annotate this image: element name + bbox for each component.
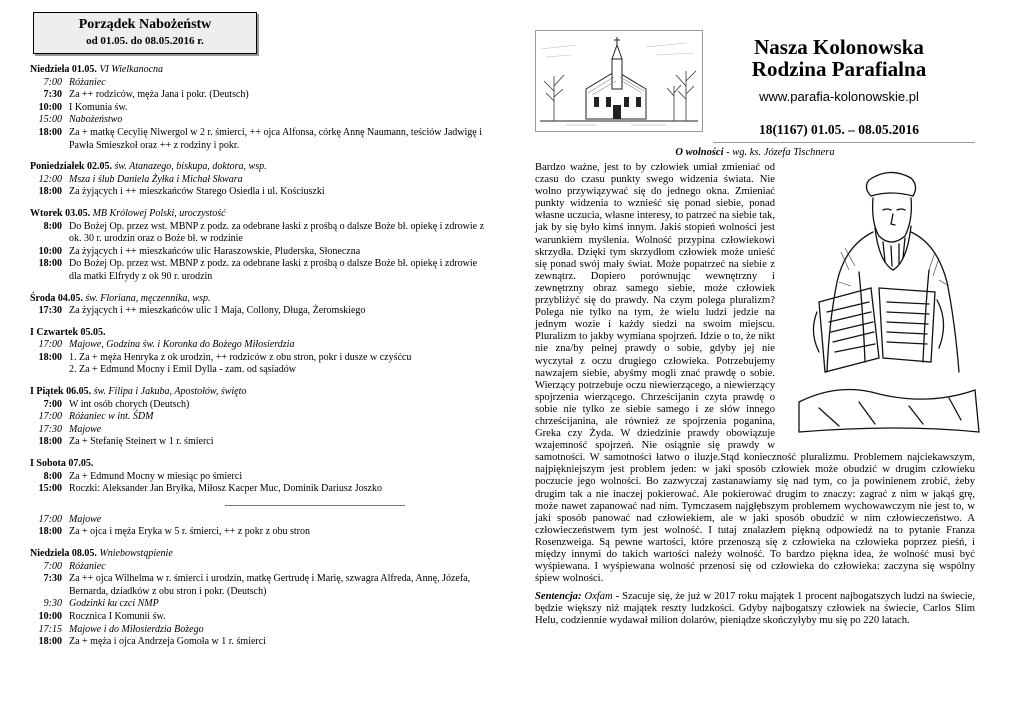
- mass-entry: [30, 483, 485, 496]
- mass-intention: Godzinki ku czci NMP: [69, 598, 159, 610]
- schedule-title: Porządek Nabożeństw: [78, 17, 212, 32]
- mass-intention: Rocznica I Komunii św.: [69, 610, 166, 622]
- mass-intention: Do Bożej Op. przez wst. MBNP z podz. za odebrane łaski z prośbą o dalsze Boże bł. opiekę i zdrowie dla matki Elfrydy z ok 90 r. urodzin: [69, 258, 478, 282]
- mass-time: 9:30: [43, 598, 62, 610]
- issue-divider: [713, 142, 975, 143]
- mass-time: 18:00: [38, 351, 62, 363]
- issue-number: 18(1167) 01.05. – 08.05.2016: [758, 122, 920, 137]
- mass-intention: Za żyjących i ++ mieszkańców ulic Haraszowskie, Pluderska, Słoneczna: [69, 245, 361, 257]
- day-liturgy: św. Floriana, męczennika, wsp.: [85, 292, 211, 304]
- day-liturgy: Wniebowstąpienie: [99, 548, 173, 559]
- day-date: I Czwartek 05.05.: [30, 326, 106, 338]
- day-date: I Sobota 07.05.: [30, 458, 94, 470]
- mass-time: 7:00: [43, 76, 62, 88]
- mass-entry: [30, 114, 485, 127]
- paper-title-line2: Rodzina Parafialna: [751, 57, 927, 81]
- mass-time: 10:00: [38, 245, 62, 257]
- mass-entry: [30, 424, 485, 437]
- mass-entry: [30, 411, 485, 424]
- mass-time: 17:00: [38, 513, 62, 525]
- mass-time: 15:00: [38, 114, 62, 126]
- day-date: Niedziela 01.05.: [30, 64, 97, 75]
- day-heading: [30, 208, 485, 221]
- mass-entry: [30, 611, 485, 624]
- mass-entry: [30, 561, 485, 574]
- tischner-portrait-illustration: [779, 162, 989, 445]
- mass-intention: Różaniec w int. ŚDM: [69, 411, 154, 423]
- mass-entry: [30, 399, 485, 412]
- mass-intention: Nabożeństwo: [69, 114, 123, 126]
- mass-entry: [30, 305, 485, 318]
- mass-intention: Za żyjących i ++ mieszkańców ulic 1 Maja, Collony, Długa, Żeromskiego: [69, 305, 366, 317]
- masthead: [703, 30, 975, 143]
- mass-entry: [30, 89, 485, 102]
- mass-time: 8:00: [43, 470, 62, 482]
- mass-entry: [30, 636, 485, 649]
- day-heading: [30, 458, 485, 471]
- mass-entry: [30, 598, 485, 611]
- mass-intention: 1. Za + męża Henryka z ok urodzin, ++ rodziców z obu stron, pokr i dusze w czyśćcu 2. Za + Edmund Mocny i Emil Dylla - zam. od sąsiadów: [69, 351, 412, 376]
- mass-intention: W int osób chorych (Deutsch): [69, 398, 190, 410]
- schedule-range: od 01.05. do 08.05.2016 r.: [86, 35, 204, 47]
- mass-intention: Za + Stefanię Steinert w 1 r. śmierci: [69, 436, 214, 448]
- mass-intention: Majowe, Godzina św. i Koronka do Bożego Miłosierdzia: [69, 339, 295, 351]
- article-body: [535, 162, 975, 585]
- schedule-day: [30, 548, 485, 649]
- mass-time: 12:00: [38, 173, 62, 185]
- mass-time: 18:00: [38, 526, 62, 538]
- mass-time: 17:30: [38, 423, 62, 435]
- day-liturgy: św. Filipa i Jakuba, Apostołów, święto: [93, 386, 247, 398]
- sentencja-source: Oxfam: [584, 591, 613, 603]
- day-heading: [30, 548, 485, 561]
- mass-intention: Msza i ślub Daniela Żyłka i Michał Skwara: [69, 173, 243, 185]
- mass-intention: I Komunia św.: [69, 101, 128, 113]
- schedule-day: [30, 64, 485, 152]
- schedule-day: [30, 327, 485, 377]
- mass-intention: Majowe: [69, 423, 102, 435]
- mass-time: 17:30: [38, 305, 62, 317]
- mass-intention: Za żyjących i ++ mieszkańców Starego Osiedla i ul. Kościuszki: [69, 186, 325, 198]
- sentencja-text: - Szacuje się, że już w 2017 roku majątek 1 procent najbogatszych ludzi na świecie, będzie większy niż majątek reszty ludzkości. Gdyby najbogatszy człowiek na świecie, Carlos Slim Helu, codziennie wydawał milion dolarów, pieniądze skończyłyby mu się po 220 latach.: [535, 591, 975, 627]
- mass-time: 10:00: [38, 101, 62, 113]
- mass-intention: Za + męża i ojca Andrzeja Gomoła w 1 r. śmierci: [69, 636, 266, 648]
- mass-time: 17:15: [38, 623, 62, 635]
- mass-entry: [30, 174, 485, 187]
- mass-intention: Za + ojca i męża Eryka w 5 r. śmierci, ++ z pokr z obu stron: [69, 526, 311, 538]
- mass-time: 18:00: [38, 636, 62, 648]
- schedule-day: [30, 208, 485, 284]
- mass-time: 18:00: [38, 258, 62, 270]
- mass-entry: [30, 102, 485, 115]
- mass-entry: [30, 186, 485, 199]
- article-title: [535, 147, 975, 158]
- mass-time: 8:00: [43, 220, 62, 232]
- mass-time: 18:00: [38, 126, 62, 138]
- mass-time: 7:30: [43, 573, 62, 585]
- schedule-days: [30, 64, 485, 649]
- mass-time: 7:00: [43, 560, 62, 572]
- mass-time: 15:00: [38, 483, 62, 495]
- mass-intention: Za ++ ojca Wilhelma w r. śmierci i urodzin, matkę Gertrudę i Marię, szwagra Alfreda, Annę, Józefa, Bernarda, dziadków z obu stron i pokr. (Deutsch): [69, 573, 471, 597]
- mass-intention: Za + matkę Cecylię Niwergol w 2 r. śmierci, ++ ojca Alfonsa, córkę Annę Naumann, teściów Jadwigę i Pawła Smieszkoł oraz ++ z rodziny i pokr.: [69, 126, 483, 151]
- mass-time: 18:00: [38, 436, 62, 448]
- paper-title-line1: Nasza Kolonowska: [754, 35, 924, 59]
- mass-intention: Za ++ rodziców, męża Jana i pokr. (Deutsch): [69, 89, 249, 101]
- mass-intention: Do Bożej Op. przez wst. MBNP z podz. za odebrane łaski z prośbą o dalsze Boże bł. opiekę i zdrowie z ok. 30 r. urodzin oraz o Boże bł. w rodzinie: [69, 220, 485, 245]
- day-liturgy: VI Wielkanocna: [99, 64, 164, 75]
- day-heading: [30, 293, 485, 306]
- mass-time: 17:00: [38, 339, 62, 351]
- day-date: Poniedziałek 02.05.: [30, 161, 112, 173]
- mass-entry: [30, 436, 485, 449]
- day-date: Niedziela 08.05.: [30, 548, 97, 559]
- mass-intention: Różaniec: [69, 76, 106, 88]
- mass-entry: [30, 258, 485, 283]
- mass-intention: Roczki: Aleksander Jan Bryłka, Miłosz Kacper Muc, Dominik Dariusz Joszko: [69, 483, 382, 495]
- mass-time: 18:00: [38, 186, 62, 198]
- mass-entry: [30, 246, 485, 259]
- schedule-day: [30, 458, 485, 539]
- day-heading: [30, 327, 485, 340]
- day-heading: [30, 64, 485, 77]
- day-date: Środa 04.05.: [30, 292, 83, 304]
- mass-time: 17:00: [38, 411, 62, 423]
- schedule-header-box: [33, 12, 257, 54]
- mass-entry: [30, 526, 485, 539]
- day-liturgy: św. Atanazego, biskupa, doktora, wsp.: [114, 161, 267, 173]
- schedule-day: [30, 161, 485, 199]
- day-date: I Piątek 06.05.: [30, 386, 92, 398]
- mass-entry: [30, 127, 485, 152]
- schedule-day: [30, 293, 485, 318]
- mass-time: 7:30: [43, 89, 62, 101]
- mass-time: 7:00: [43, 398, 62, 410]
- schedule-day: [30, 386, 485, 449]
- article-heading: O wolności: [675, 147, 724, 158]
- newsletter-header: [535, 30, 975, 143]
- mass-intention: Różaniec: [69, 560, 106, 572]
- article-byline: - wg. ks. Józefa Tischnera: [726, 147, 835, 158]
- parish-website: www.parafia-kolonowskie.pl: [759, 89, 919, 104]
- mass-entry: [30, 339, 485, 352]
- day-heading: [30, 386, 485, 399]
- newsletter-page: [535, 30, 975, 628]
- mass-intention: Za + Edmund Mocny w miesiąc po śmierci: [69, 470, 243, 482]
- day-date: Wtorek 03.05.: [30, 207, 91, 219]
- schedule-page: [30, 12, 485, 649]
- mass-entry: [30, 221, 485, 246]
- article-text: Bardzo ważne, jest to by człowiek umiał zmieniać od czasu do czasu punkty swego widzenia świata. Nie wolno przywiązywać się do jednego okna. Zmieniać punkty widzenia to wznieść się ponad siebie, ponad własne uczucia, własne interesy, to patrzeć na siebie tak, jak by się było kimś innym. Jakiś stopień wolności jest warunkiem myślenia. Wolność przypina człowiekowi skrzydła. Dzięki tym skrzydłom człowiek może unieść się ponad swój mały świat. Może popatrzeć na siebie z zewnątrz. Dopiero porównując wewnętrzny i zewnętrzny obraz samego siebie, może człowiek przybliżyć się do prawdy. Na czym polega pluralizm? Polega nie tylko na tym, że wielu ludzi jedzie na jednym wozie i każdy siedzi na swoim miejscu. Pluralizm to jakby wymiana spojrzeń. Idzie o to, że nikt nie zna/by pełnej prawdy o sobie, gdyby jej nie wyczytał z oczu drugiego człowieka. Potrzebujemy nawzajem siebie, abyśmy mogli znać prawdę o sobie. Wierzący potrzebuje oczu niewierzącego, a niewierzący spojrzenia wierzącego. Chrześcijanin czyta prawdę o sobie nie tylko ze siebie samego i ze słów innego chrześcijanina, ale również ze spojrzenia poganina, Greka czy Żyda. W dziedzinie prawdy obowiązuje wzajemność spojrzeń. Nie osiągnie się prawdy w samotności. W samotności łatwo o iluzje.Stąd konieczność pluralizmu. Problemem najciekawszym, najpiękniejszym jest problem jeden: w jaki sposób człowiek może obudzić w drugim człowieku poczucie jego wolności. Bo zazwyczaj zastanawiamy się nad tym, co ja powinienem zrobić, żeby drugim tak a nie inaczej pokierować. Ale pokierować drugim to znaczy: zagrać z nim w jakąś grę, może nawet zapanować nad nim. Tymczasem najgłębszym problemem wychowawczym nie jest to, w jaki sposób panować nad człowiekiem, ale w jaki sposób obudzić w nim człowieczeństwo. A człowieczeństwem tym jest wolność. I tutaj znalazłem piękną odpowiedź na to pytanie Franza Rosenzweiga. Są pewne wartości, które przenoszą się z człowieka na człowieka poprzez pieśń, i między innymi do takich wartości należy wolność. To bardzo piękna idea, że wolność musi być wyśpiewana. I wyśpiewana wolność przenosi się od człowieka do człowieka: zaczyna się wspólny śpiew wolności.: [535, 162, 975, 585]
- mass-intention: Majowe i do Miłosierdzia Bożego: [69, 623, 204, 635]
- mass-entry: [30, 573, 485, 598]
- sentencja-block: [535, 591, 975, 627]
- mass-intention: Majowe: [69, 513, 102, 525]
- church-illustration: [535, 30, 703, 132]
- mass-time: 10:00: [38, 610, 62, 622]
- mass-entry: [30, 624, 485, 637]
- sentencja-label: Sentencja:: [535, 591, 582, 603]
- mass-entry: [30, 77, 485, 90]
- mass-entry: [30, 471, 485, 484]
- day-liturgy: MB Królowej Polski, uroczystość: [92, 207, 226, 219]
- mass-entry: [30, 514, 485, 527]
- day-heading: [30, 161, 485, 174]
- mass-entry: [30, 352, 485, 377]
